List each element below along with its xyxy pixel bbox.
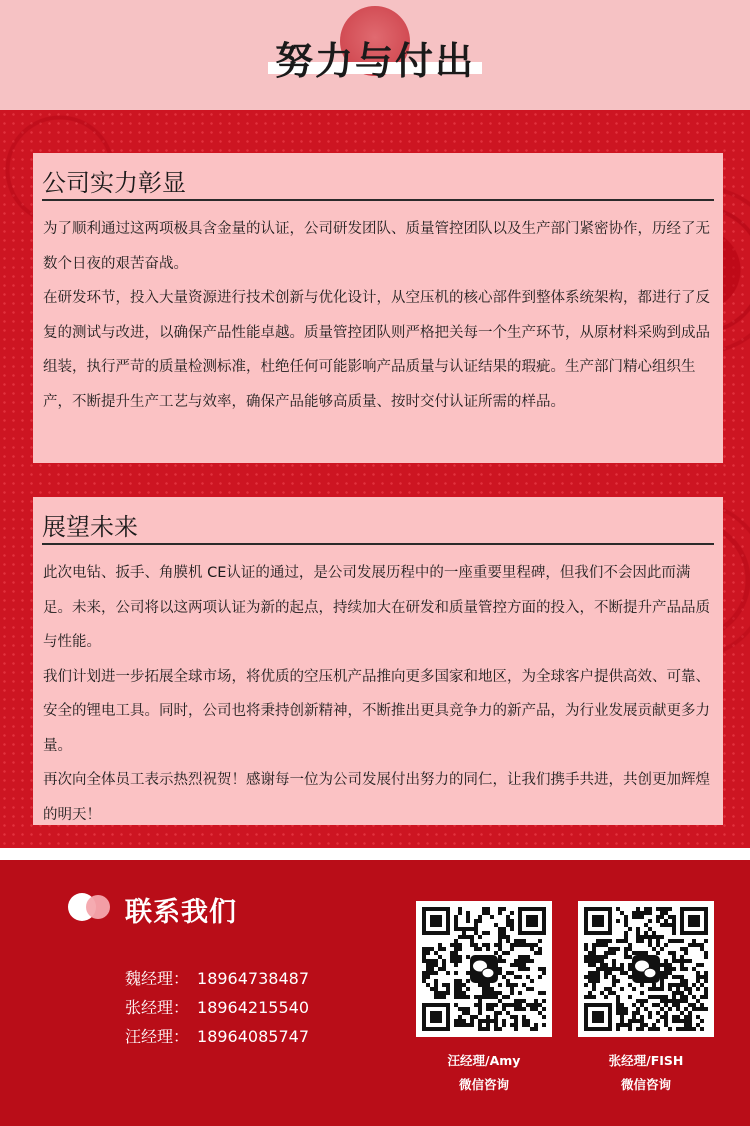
contact-label: 魏经理：: [125, 969, 190, 988]
qr-name: 张经理/FISH: [608, 1053, 684, 1068]
contact-label: 汪经理：: [125, 1027, 190, 1046]
contact-phone[interactable]: 18964085747: [197, 1027, 309, 1046]
card-paragraph: 再次向全体员工表示热烈祝贺！感谢每一位为公司发展付出努力的同仁，让我们携手共进，共创更加辉煌的明天！: [43, 772, 710, 823]
wechat-icon: [470, 955, 498, 983]
page-title: 努力与付出: [274, 39, 475, 83]
qr-code-pattern: [584, 907, 708, 1031]
contact-person: [125, 966, 309, 989]
qr-name: 汪经理/Amy: [447, 1053, 521, 1068]
qr-code-fish[interactable]: [578, 901, 714, 1037]
contact-label: 张经理：: [125, 998, 190, 1017]
qr-caption: 微信咨询: [620, 1077, 671, 1092]
contact-phone[interactable]: 18964738487: [197, 969, 309, 988]
contact-title: 联系我们: [125, 897, 237, 928]
card-outlook: [33, 497, 723, 825]
card-paragraph: 在研发环节，投入大量资源进行技术创新与优化设计，从空压机的核心部件到整体系统架构，都进行了反复的测试与改进，以确保产品性能卓越。质量管控团队则严格把关每一个生产环节，从原材料采购到成品组装，执行严苛的质量检测标准，杜绝任何可能影响产品质量与认证结果的瑕疵。生产部门精心组织生产，不断提升生产工艺与效率，确保产品能够高质量、按时交付认证所需的样品。: [43, 290, 710, 410]
card-company-strength: [33, 153, 723, 463]
card-title: 展望未来: [42, 513, 138, 541]
card-paragraph: 此次电钻、扳手、角膜机 CE认证的通过，是公司发展历程中的一座重要里程碑，但我们不会因此而满足。未来，公司将以这两项认证为新的起点，持续加大在研发和质量管控方面的投入，不断提升产品品质与性能。: [43, 565, 710, 650]
card-divider: [42, 543, 714, 545]
wechat-icon: [632, 955, 660, 983]
contact-person: [125, 995, 309, 1018]
card-divider: [42, 199, 714, 201]
section-separator: [0, 848, 750, 860]
contact-dots-icon: [68, 893, 114, 921]
card-paragraph: 我们计划进一步拓展全球市场，将优质的空压机产品推向更多国家和地区，为全球客户提供高效、可靠、安全的锂电工具。同时，公司也将秉持创新精神，不断推出更具竞争力的新产品，为行业发展贡献更多力量。: [43, 668, 710, 754]
contact-phone[interactable]: 18964215540: [197, 998, 309, 1017]
contact-person: [125, 1024, 309, 1047]
card-body: [43, 212, 713, 419]
qr-caption: 微信咨询: [458, 1077, 509, 1092]
qr-code-pattern: [422, 907, 546, 1031]
card-title: 公司实力彰显: [42, 169, 186, 197]
qr-code-amy[interactable]: [416, 901, 552, 1037]
card-paragraph: 为了顺利通过这两项极具含金量的认证，公司研发团队、质量管控团队以及生产部门紧密协作，历经了无数个日夜的艰苦奋战。: [43, 221, 710, 272]
card-body: [43, 556, 713, 832]
